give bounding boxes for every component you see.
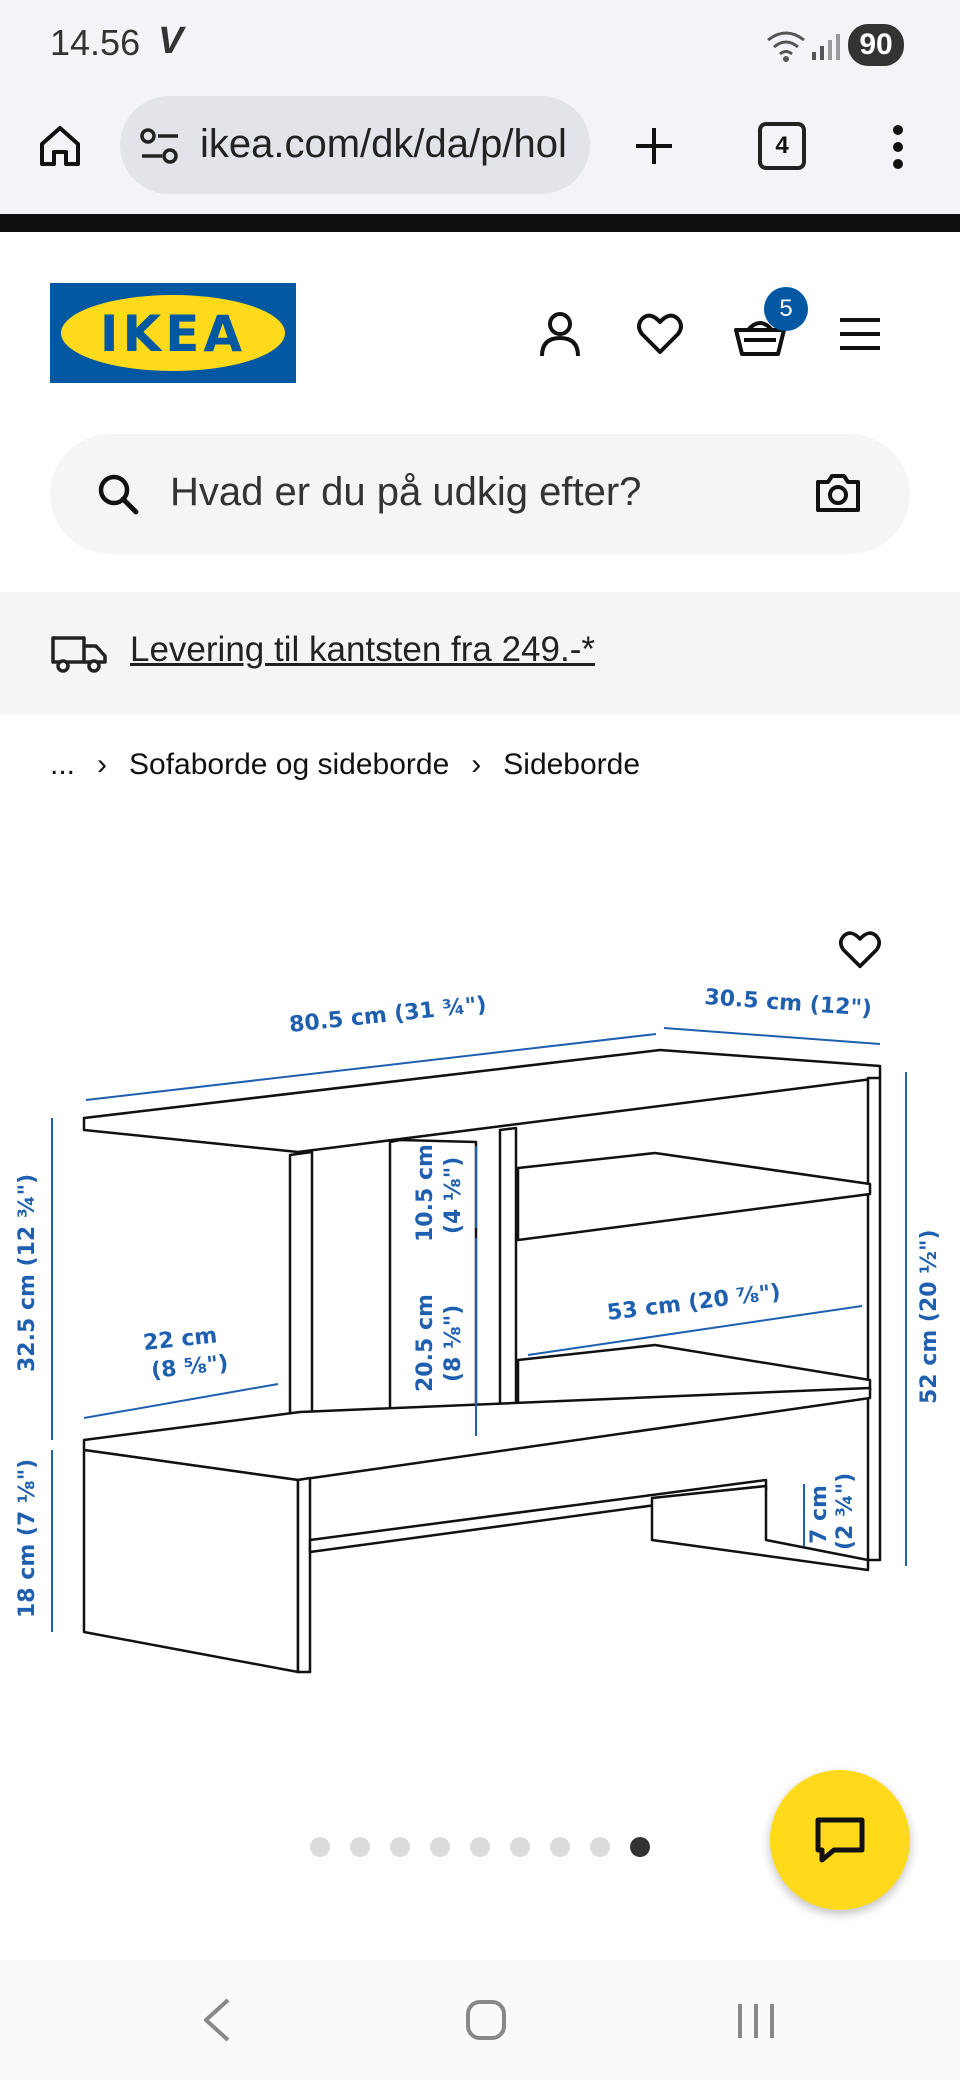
back-icon[interactable] [200, 1996, 234, 2044]
dim-total-height: 52 cm (20 ½") [917, 1229, 942, 1404]
dim-shelf-gap-top-in: (4 ⅛") [441, 1156, 466, 1234]
carousel-dot[interactable] [470, 1837, 490, 1857]
account-icon[interactable] [536, 310, 584, 360]
carrier-icon: V [158, 20, 184, 62]
dim-depth: 30.5 cm (12") [703, 985, 873, 1022]
new-tab-icon[interactable] [632, 124, 676, 168]
breadcrumb [50, 748, 640, 782]
carousel-dot[interactable] [630, 1837, 650, 1857]
carousel-indicator [310, 1837, 650, 1857]
dim-shelf-gap-top: 10.5 cm [413, 1144, 438, 1242]
chat-button[interactable] [770, 1770, 910, 1910]
dim-lower-height: 18 cm (7 ⅛") [15, 1458, 40, 1618]
delivery-link[interactable]: Levering til kantsten fra 249.-* [130, 630, 595, 669]
dim-foot-height-in: (2 ¾") [833, 1472, 858, 1550]
dim-shelf-gap-bottom: 20.5 cm [413, 1294, 438, 1392]
menu-icon[interactable] [838, 314, 882, 354]
site-settings-icon[interactable] [138, 126, 182, 166]
url-text[interactable]: ikea.com/dk/da/p/hol [200, 122, 567, 166]
breadcrumb-ellipsis[interactable]: ... [50, 748, 76, 781]
wifi-icon [764, 28, 808, 64]
dim-shelf-gap-bottom-in: (8 ⅛") [441, 1304, 466, 1382]
breadcrumb-chevron-icon: › [471, 748, 482, 781]
dim-total-width: 80.5 cm (31 ¾") [288, 992, 488, 1038]
cart-count-badge: 5 [764, 287, 808, 331]
home-button-icon[interactable] [464, 1998, 508, 2042]
breadcrumb-item-sideborde[interactable]: Sideborde [503, 748, 641, 781]
home-icon[interactable] [36, 122, 84, 170]
carousel-dot[interactable] [310, 1837, 330, 1857]
save-to-wishlist-icon[interactable] [838, 928, 882, 970]
search-icon [96, 472, 140, 516]
dim-foot-height: 7 cm [807, 1485, 832, 1544]
ikea-logo[interactable] [50, 283, 296, 383]
delivery-truck-icon [50, 632, 108, 674]
battery-indicator: 90 [848, 24, 904, 66]
ikea-logo-mark [50, 283, 296, 383]
dim-upper-height: 32.5 cm (12 ¾") [15, 1173, 40, 1372]
carousel-dot[interactable] [430, 1837, 450, 1857]
status-time: 14.56 [50, 22, 141, 63]
breadcrumb-item-sofaborde[interactable]: Sofaborde og sideborde [129, 748, 450, 781]
signal-icon [810, 32, 840, 62]
recent-apps-icon[interactable] [734, 2000, 778, 2042]
carousel-dot[interactable] [590, 1837, 610, 1857]
carousel-dot[interactable] [550, 1837, 570, 1857]
product-image-dimensions[interactable] [0, 800, 960, 1720]
dimension-drawing [0, 800, 960, 1720]
camera-search-icon[interactable] [814, 472, 862, 514]
dim-inner-width: 53 cm (20 ⅞") [605, 1279, 782, 1326]
ikea-logo-text: IKEA [99, 305, 247, 363]
carousel-dot[interactable] [390, 1837, 410, 1857]
tab-switcher-button[interactable]: 4 [758, 122, 806, 170]
page-top-border [0, 214, 960, 232]
wishlist-icon[interactable] [636, 310, 684, 356]
search-placeholder[interactable]: Hvad er du på udkig efter? [170, 470, 642, 514]
dim-left-depth-in: (8 ⅝") [150, 1351, 230, 1384]
more-options-icon[interactable] [886, 122, 910, 172]
carousel-dot[interactable] [510, 1837, 530, 1857]
dim-left-depth: 22 cm [142, 1323, 219, 1356]
breadcrumb-chevron-icon: › [97, 748, 108, 781]
chat-icon [812, 1814, 868, 1866]
carousel-dot[interactable] [350, 1837, 370, 1857]
